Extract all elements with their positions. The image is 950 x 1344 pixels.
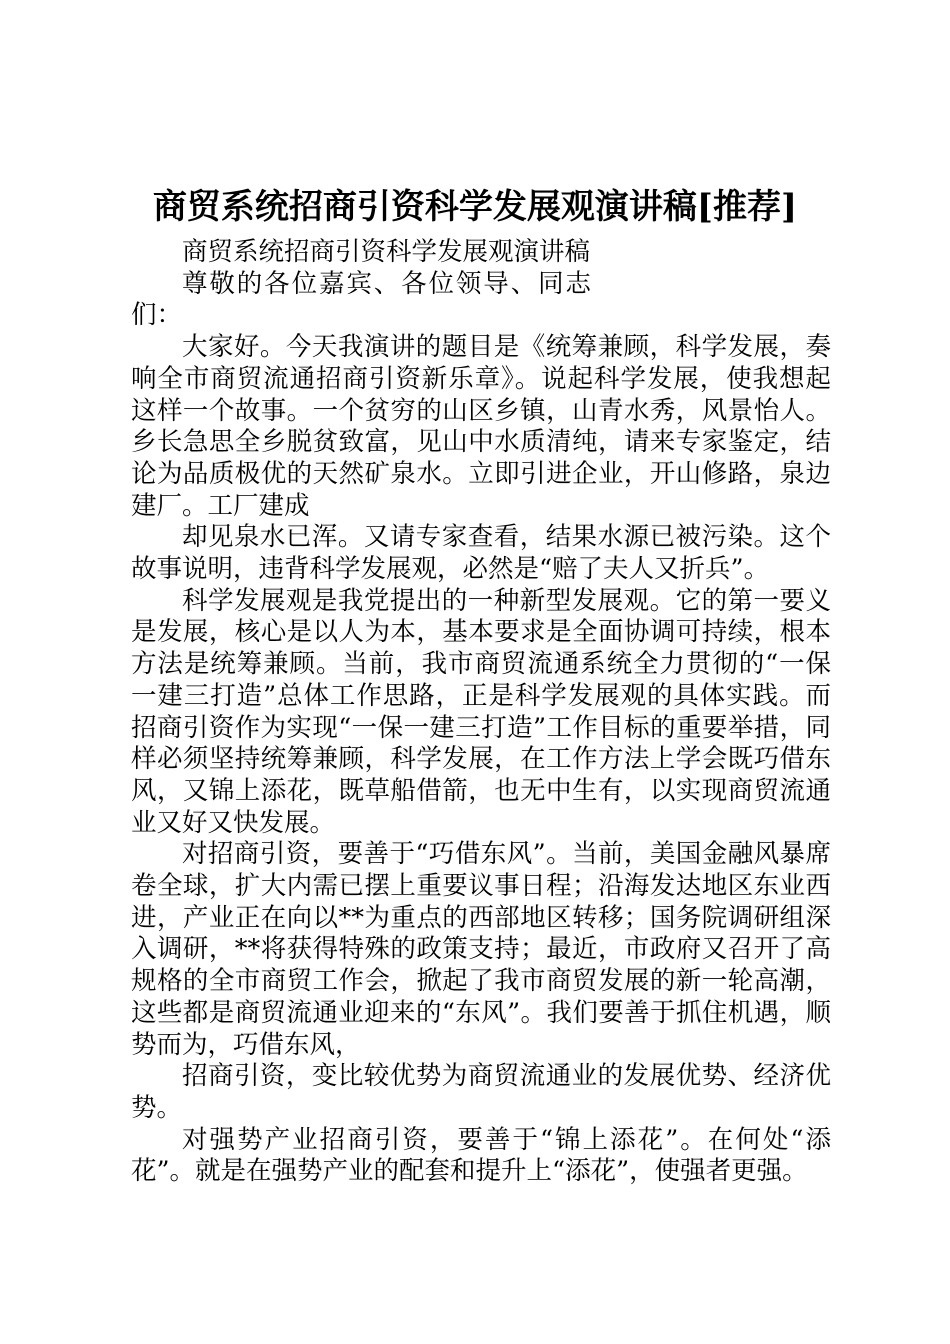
document-body: [131, 237, 831, 1188]
document-title: 商贸系统招商引资科学发展观演讲稿[推荐]: [152, 187, 798, 227]
body-paragraph: 大家好。今天我演讲的题目是《统筹兼顾，科学发展，奏响全市商贸流通招商引资新乐章》。说起科学发展，使我想起这样一个故事。一个贫穷的山区乡镇，山青水秀，风景怡人。乡长急思全乡脱贫致富，见山中水质清纯，请来专家鉴定，结论为品质极优的天然矿泉水。立即引进企业，开山修路，泉边建厂。工厂建成: [131, 332, 831, 521]
subtitle-paragraph: 商贸系统招商引资科学发展观演讲稿: [182, 237, 591, 267]
body-paragraph: 却见泉水已浑。又请专家查看，结果水源已被污染。这个故事说明，违背科学发展观，必然是“赔了夫人又折兵”。: [131, 522, 831, 585]
body-paragraph: 科学发展观是我党提出的一种新型发展观。它的第一要义是发展，核心是以人为本，基本要求是全面协调可持续，根本方法是统筹兼顾。当前，我市商贸流通系统全力贯彻的“一保一建三打造”总体工作思路，正是科学发展观的具体实践。而招商引资作为实现“一保一建三打造”工作目标的重要举措，同样必须坚持统筹兼顾，科学发展，在工作方法上学会既巧借东风，又锦上添花，既草船借箭，也无中生有，以实现商贸流通业又好又快发展。: [131, 585, 831, 838]
salutation-paragraph: 尊敬的各位嘉宾、各位领导、同志们：: [131, 268, 591, 331]
body-paragraph: 招商引资，变比较优势为商贸流通业的发展优势、经济优势。: [131, 1061, 831, 1123]
body-paragraph: 对招商引资，要善于“巧借东风”。当前，美国金融风暴席卷全球，扩大内需已摆上重要议事日程；沿海发达地区东业西进，产业正在向以**为重点的西部地区转移；国务院调研组深入调研，**将获得特殊的政策支持；最近，市政府又召开了高规格的全市商贸工作会，掀起了我市商贸发展的新一轮高潮，这些都是商贸流通业迎来的“东风”。我们要善于抓住机遇，顺势而为，巧借东风，: [131, 839, 831, 1060]
body-paragraph: 对强势产业招商引资，要善于“锦上添花”。在何处“添花”。就是在强势产业的配套和提升上“添花”，使强者更强。: [131, 1124, 831, 1187]
